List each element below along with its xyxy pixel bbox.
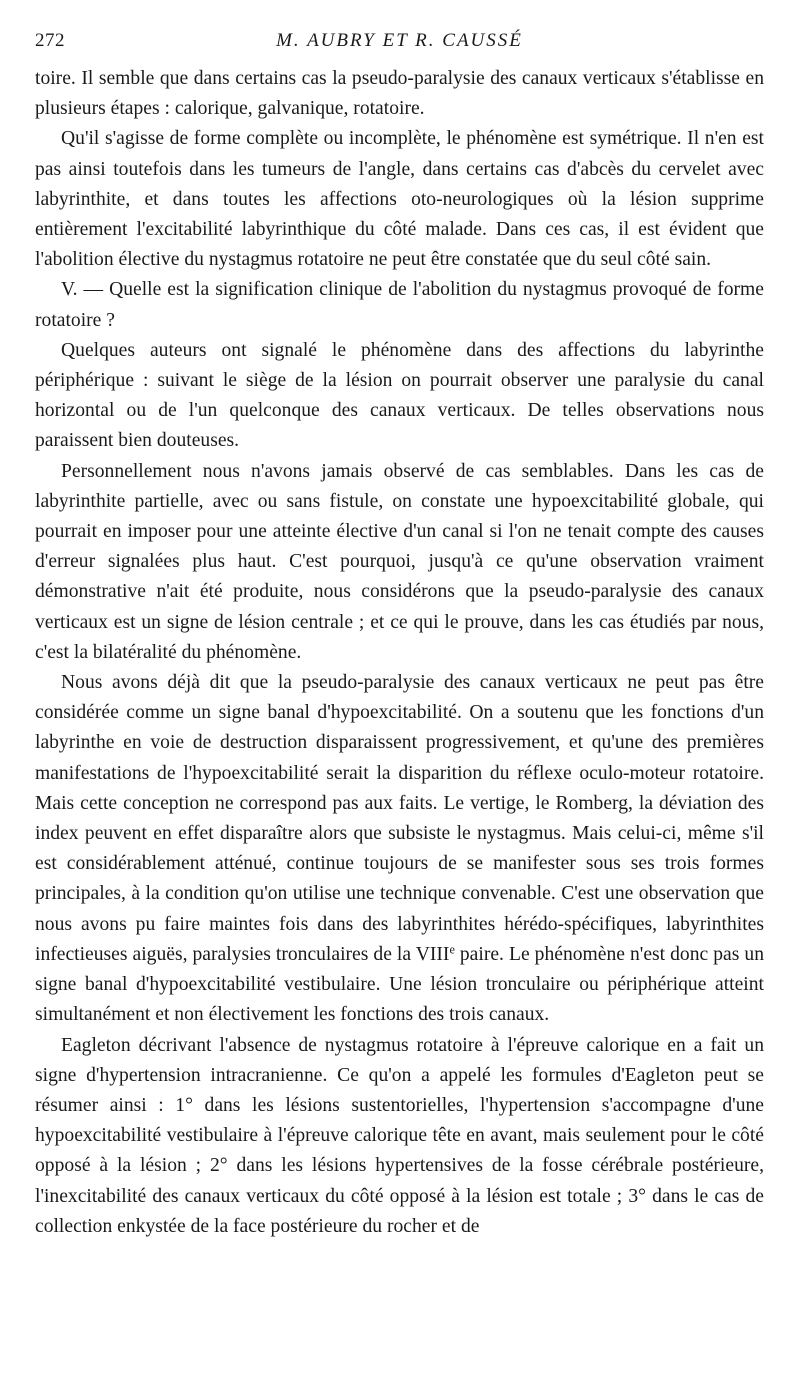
paragraph: Quelques auteurs ont signalé le phénomène dans des affections du labyrinthe périphérique : suivant le siège de la lésion on pourrait observer une paralysie du canal horizontal ou de l'un quelconque des canaux verticaux. De telles observations nous paraissent bien douteuses. — [35, 339, 764, 452]
paragraph: toire. Il semble que dans certains cas la pseudo-paralysie des canaux verticaux s'établisse en plusieurs étapes : calorique, galvanique, rotatoire. — [35, 68, 764, 120]
paragraph: Personnellement nous n'avons jamais observé de cas semblables. Dans les cas de labyrinthite partielle, avec ou sans fistule, on constate une hypoexcitabilité globale, qui pourrait en imposer pour une atteinte élective d'un canal si l'on ne tenait compte des causes d'erreur signalées plus haut. C'est pourquoi, jusqu'à ce qu'une observation vraiment démonstrative n'ait été produite, nous considérons que la pseudo-paralysie des canaux verticaux est un signe de lésion centrale ; et ce qui le prouve, dans les cas étudiés par nous, c'est la bilatéralité du phénomène. — [35, 460, 764, 663]
paragraph: V. — Quelle est la signification clinique de l'abolition du nystagmus provoqué de forme rotatoire ? — [35, 279, 764, 331]
running-head: M. AUBRY ET R. CAUSSÉ — [276, 30, 523, 51]
paragraph: Nous avons déjà dit que la pseudo-paralysie des canaux verticaux ne peut pas être considérée comme un signe banal d'hypoexcitabilité. On a soutenu que les fonctions d'un labyrinthe en voie de destruction disparaissent progressivement, et qu'une des premières manifestations de l'hypoexcitabilité serait la disparition du réflexe oculo-moteur rotatoire. Mais cette conception ne correspond pas aux faits. Le vertige, le Romberg, la déviation des index peuvent en effet disparaître alors que subsiste le nystagmus. Mais celui-ci, même s'il est considérablement atténué, continue toujours de se manifester sous ses trois formes principales, à la condition qu'on utilise une technique convenable. C'est une observation que nous avons pu faire maintes fois dans des labyrinthites hérédo-spécifiques, labyrinthites infectieuses aiguës, paralysies tronculaires de la VIIIe paire. Le phénomène n'est donc pas un signe banal d'hypoexcitabilité vestibulaire. Une lésion tronculaire ou périphérique atteint simultanément et non électivement les fonctions des trois canaux. — [35, 672, 764, 1026]
page-number: 272 — [35, 30, 65, 51]
paragraph: Eagleton décrivant l'absence de nystagmus rotatoire à l'épreuve calorique en a fait un signe d'hypertension intracranienne. Ce qu'on a appelé les formules d'Eagleton peut se résumer ainsi : 1° dans les lésions sustentorielles, l'hypertension s'accompagne d'une hypoexcitabilité vestibulaire à l'épreuve calorique tête en avant, mais seulement pour le côté opposé à la lésion ; 2° dans les lésions hypertensives de la fosse cérébrale postérieure, l'inexcitabilité des canaux verticaux du côté opposé à la lésion est totale ; 3° dans le cas de collection enkystée de la face postérieure du rocher et de — [35, 1034, 764, 1237]
paragraph: Qu'il s'agisse de forme complète ou incomplète, le phénomène est symétrique. Il n'en est pas ainsi toutefois dans les tumeurs de l'angle, dans certains cas d'abcès du cervelet avec labyrinthite, et dans toutes les affections oto-neurologiques où la lésion supprime entièrement l'excitabilité labyrinthique du côté malade. Dans ces cas, il est évident que l'abolition élective du nystagmus rotatoire ne peut être constatée que du seul côté sain. — [35, 128, 764, 271]
page-header — [35, 30, 764, 64]
body-text — [35, 64, 764, 1242]
